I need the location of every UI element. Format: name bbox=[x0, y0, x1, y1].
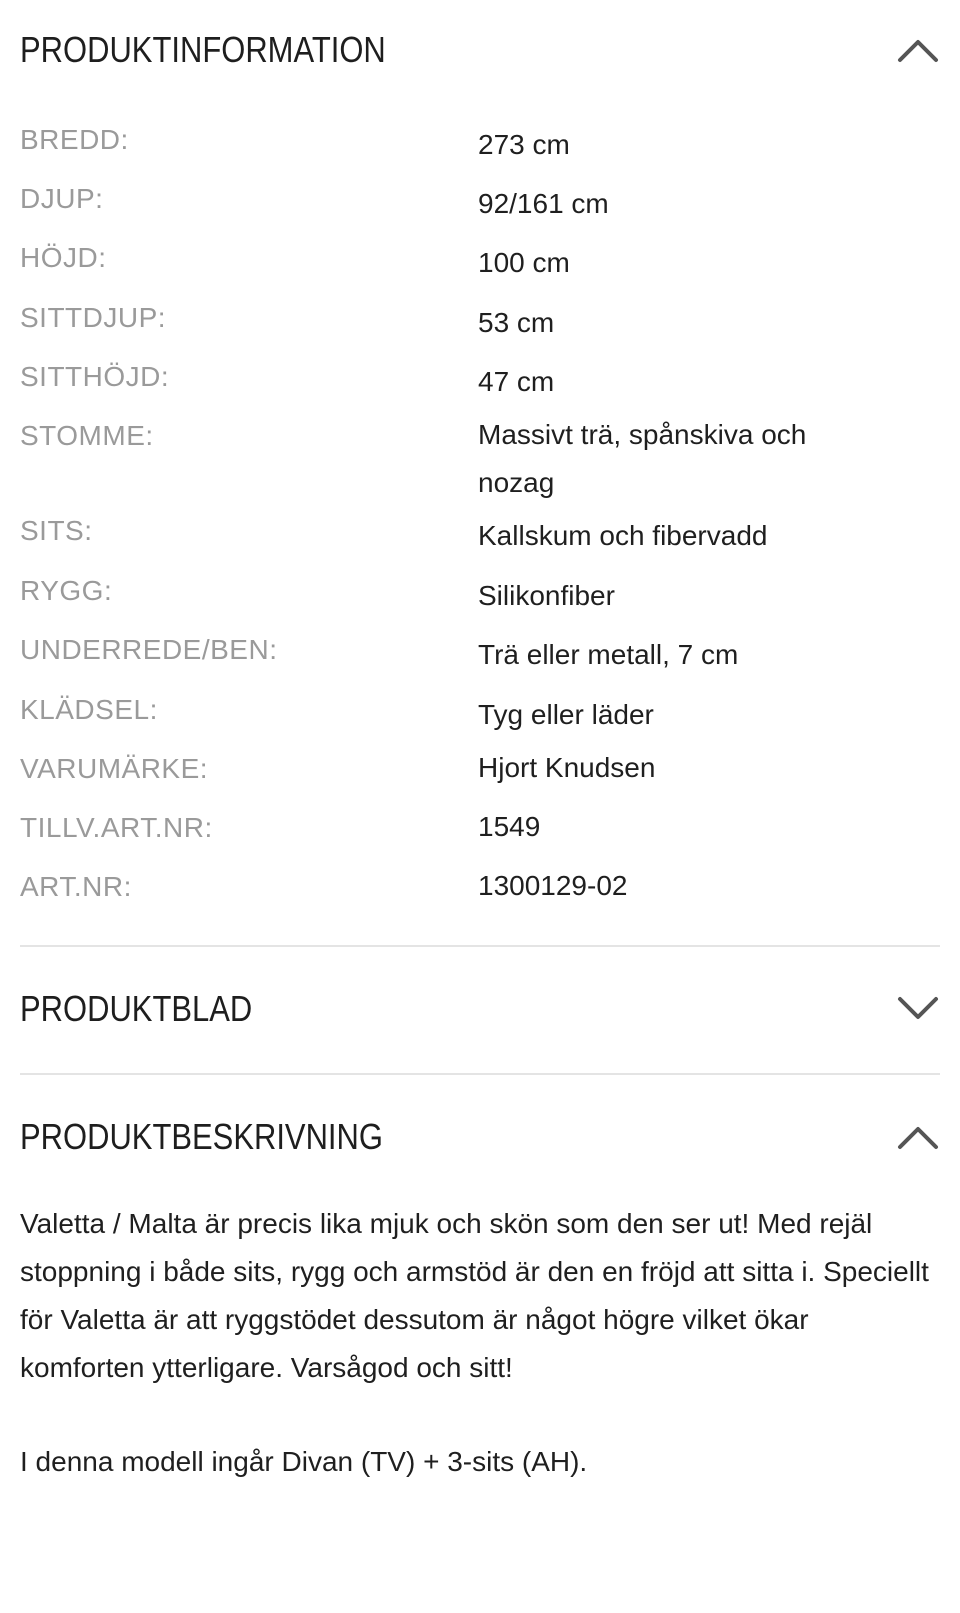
spec-label: SITTDJUP: bbox=[20, 302, 167, 333]
spec-label: SITTHÖJD: bbox=[20, 361, 170, 392]
section-header-produktbeskrivning[interactable] bbox=[20, 1107, 940, 1167]
chevron-down-icon[interactable] bbox=[896, 987, 940, 1031]
section-title-produktblad: PRODUKTBLAD bbox=[20, 988, 253, 1029]
spec-label: STOMME: bbox=[20, 420, 154, 451]
section-divider bbox=[20, 1073, 940, 1075]
spec-value: 92/161 cm bbox=[478, 188, 609, 219]
spec-value: 1300129-02 bbox=[478, 870, 628, 901]
spec-label: SITS: bbox=[20, 515, 93, 546]
section-title-produktinformation: PRODUKTINFORMATION bbox=[20, 29, 386, 70]
spec-value: Trä eller metall, 7 cm bbox=[478, 639, 739, 670]
section-header-produktblad[interactable] bbox=[20, 979, 940, 1039]
spec-label: KLÄDSEL: bbox=[20, 694, 158, 725]
spec-value: Tyg eller läder bbox=[478, 699, 654, 730]
spec-value: 273 cm bbox=[478, 129, 570, 160]
spec-value: 53 cm bbox=[478, 307, 555, 338]
spec-value: Hjort Knudsen bbox=[478, 752, 656, 783]
section-divider bbox=[20, 945, 940, 947]
spec-label: BREDD: bbox=[20, 124, 129, 155]
spec-label: DJUP: bbox=[20, 183, 104, 214]
spec-value: 1549 bbox=[478, 811, 541, 842]
spec-label: UNDERREDE/BEN: bbox=[20, 634, 278, 665]
chevron-up-icon[interactable] bbox=[896, 1115, 940, 1159]
spec-value: Kallskum och fibervadd bbox=[478, 520, 768, 551]
section-header-produktinformation[interactable] bbox=[20, 20, 940, 80]
spec-value: Silikonfiber bbox=[478, 580, 615, 611]
spec-label: VARUMÄRKE: bbox=[20, 753, 209, 784]
spec-value: Massivt trä, spånskiva och nozag bbox=[478, 419, 807, 498]
spec-label: TILLV.ART.NR: bbox=[20, 812, 213, 843]
description-paragraph: I denna modell ingår Divan (TV) + 3-sits (AH). bbox=[20, 1446, 588, 1477]
spec-value: 47 cm bbox=[478, 366, 555, 397]
spec-value: 100 cm bbox=[478, 247, 570, 278]
chevron-up-icon[interactable] bbox=[896, 28, 940, 72]
spec-label: ART.NR: bbox=[20, 871, 132, 902]
spec-label: HÖJD: bbox=[20, 242, 107, 273]
description-paragraph: Valetta / Malta är precis lika mjuk och skön som den ser ut! Med rejäl stoppning i både sits, rygg och armstöd är den en fröjd att sitta i. Speciellt för Valetta är att ryggstödet dessutom är något högre vilket ökar komforten ytterligare. Varsågod och sitt! bbox=[20, 1208, 929, 1383]
spec-label: RYGG: bbox=[20, 575, 113, 606]
section-title-produktbeskrivning: PRODUKTBESKRIVNING bbox=[20, 1116, 383, 1157]
product-description bbox=[20, 1200, 940, 1486]
